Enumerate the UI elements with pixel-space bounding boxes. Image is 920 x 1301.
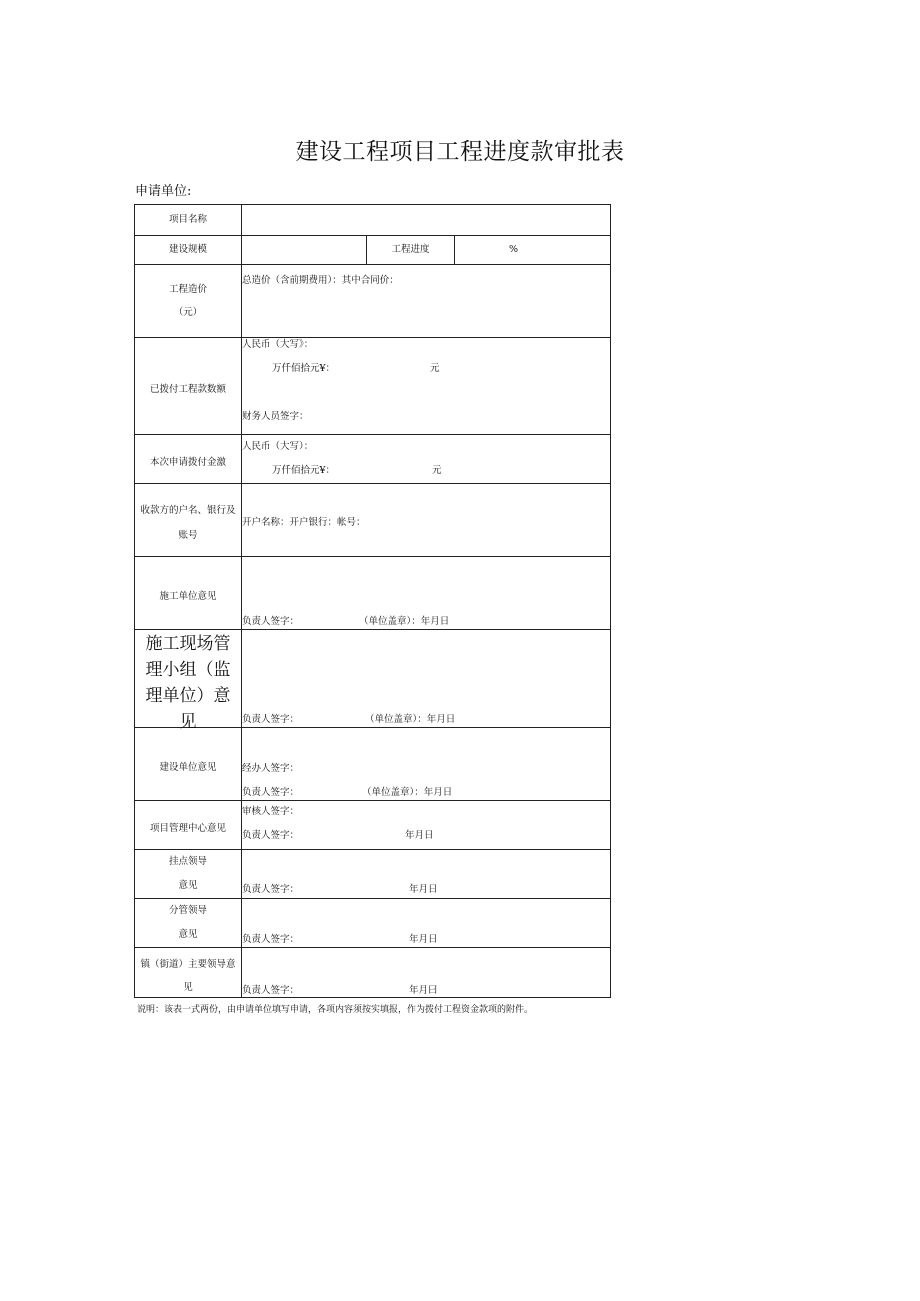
liaison-sign[interactable]: 负责人签字： [242,884,300,895]
current-label: 本次申请拨付金激 [149,457,226,468]
owner-sign[interactable]: 负责人签字： [242,787,300,798]
charge-sign[interactable]: 负责人签字： [242,934,300,945]
center-label: 项目管理中心意见 [149,823,226,834]
current-amount-line[interactable]: 万仟佰拾元¥： [272,465,336,476]
supervision-sign[interactable]: 负责人签字： [242,714,300,725]
payee-content[interactable]: 开户名称：开户银行：帐号： [242,517,366,528]
row-divider [135,337,610,338]
progress-divider [454,235,455,264]
paid-amount-line[interactable]: 万仟佰拾元¥： [272,363,336,374]
town-label-line2: 见 [183,982,193,993]
owner-label: 建设单位意见 [159,762,217,773]
owner-handler-sign[interactable]: 经办人签字： [242,763,300,774]
supervision-label-line: 理单位）意 [145,686,231,706]
row-divider [135,947,610,948]
project-name-field[interactable] [242,206,609,233]
liaison-label-line2: 意见 [178,880,198,891]
paid-yuan: 元 [430,363,440,374]
liaison-label-line1: 挂点领导 [168,856,207,867]
row-divider [135,235,610,236]
paid-finance-sign[interactable]: 财务人员签字： [242,411,309,422]
progress-unit[interactable]: % [509,244,519,255]
row-divider [135,483,610,484]
center-reviewer-sign[interactable]: 审核人签字： [242,806,300,817]
row-divider [135,849,610,850]
scale-label: 建设规模 [168,244,207,255]
project-name-label: 项目名称 [168,214,207,225]
approval-form-table [134,204,611,998]
town-date: 年月曰 [409,985,438,996]
cost-content[interactable]: 总造价（含前期费用）：其中合同价： [242,275,399,286]
label-column-divider [241,205,242,997]
cost-label: 工程造价 [168,284,207,295]
charge-date: 年月日 [409,934,438,945]
charge-label-line1: 分管领导 [168,905,207,916]
row-divider [135,629,610,630]
payee-label-line1: 收款方的户名、银行及 [140,505,236,516]
paid-rmb[interactable]: 人民币（大写》： [242,339,314,350]
row-divider [135,800,610,801]
current-rmb[interactable]: 人民币（大写）： [242,441,314,452]
contractor-sign[interactable]: 负责人签字： [242,616,300,627]
liaison-date: 年月日 [409,884,438,895]
supervision-seal: （单位盖章）：年月日 [365,714,456,725]
row-divider [135,264,610,265]
town-sign[interactable]: 负责人签字： [242,985,300,996]
row-divider [135,556,610,557]
town-label-line1: 镇（街道）主要领导意 [140,959,236,970]
payee-label-line2: 账号 [178,530,198,541]
cost-unit-label: （元） [173,307,203,318]
row-divider [135,434,610,435]
page-title: 建设工程项目工程进度款审批表 [295,139,625,165]
supervision-label-line: 见 [179,712,197,732]
row-divider [135,898,610,899]
supervision-label [135,631,241,735]
paid-label: 已拨付工程款数额 [149,384,226,395]
footnote: 说明：该表一式两份，由申请单位填写申请，各项内容须按实填报，作为拨付工程资金款项的附件。 [137,1005,534,1015]
contractor-seal: （单位盖章）：年月日 [359,616,450,627]
owner-seal: （单位盖章）：年月日 [362,787,453,798]
center-sign[interactable]: 负责人签字： [242,830,300,841]
contractor-label: 施工单位意见 [159,591,217,602]
supervision-label-line: 理小组（监 [145,660,231,680]
charge-label-line2: 意见 [178,929,198,940]
applicant-label: 申请单位: [135,184,192,199]
supervision-label-line: 施工现场管 [145,634,231,654]
center-date: 年月日 [405,830,434,841]
current-yuan: 元 [432,465,442,476]
progress-label: 工程进度 [391,244,430,255]
scale-field[interactable] [242,236,365,263]
